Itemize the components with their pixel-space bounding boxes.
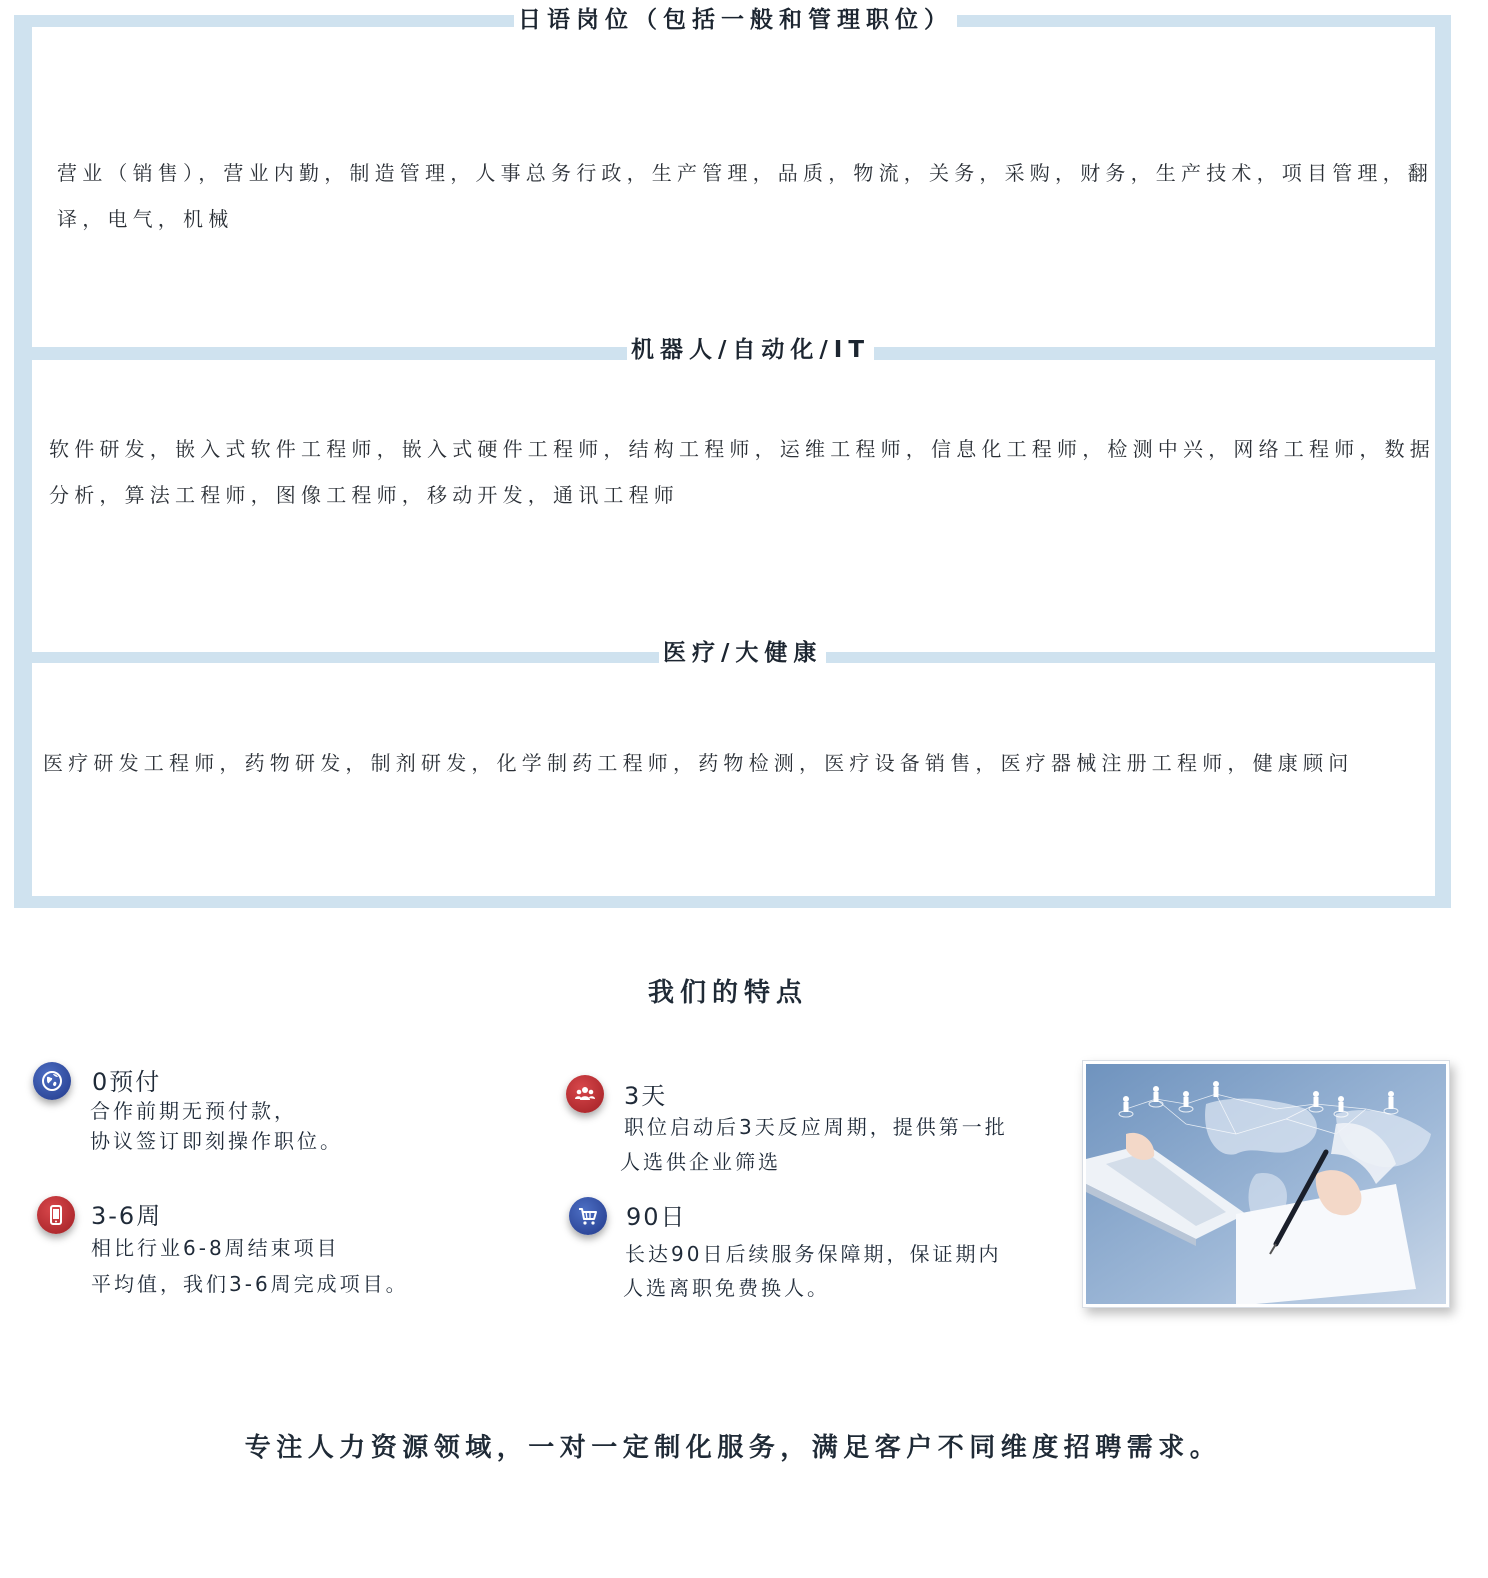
feature-title: 0预付 (92, 1068, 162, 1096)
slogan: 专注人力资源领域，一对一定制化服务，满足客户不同维度招聘需求。 (244, 1433, 1222, 1463)
feature-title: 3天 (624, 1082, 668, 1110)
section-body-healthcare: 医疗研发工程师，药物研发，制剂研发，化学制药工程师，药物检测，医疗设备销售，医疗器械注册工程师，健康顾问 (43, 751, 1354, 775)
cart-icon (569, 1197, 607, 1235)
features-heading: 我们的特点 (647, 978, 808, 1008)
section-title-robotics: 机器人/自动化/IT (627, 335, 874, 365)
business-illustration (1082, 1060, 1450, 1308)
feature-desc-line: 相比行业6-8周结束项目 (91, 1236, 340, 1260)
section-title-japanese: 日语岗位（包括一般和管理职位） (514, 5, 957, 35)
feature-title: 90日 (626, 1203, 687, 1231)
feature-desc-line: 合作前期无预付款， (90, 1099, 297, 1123)
feature-desc-line: 职位启动后3天反应周期，提供第一批 (624, 1115, 1008, 1139)
globe-icon (33, 1062, 71, 1100)
feature-desc-line: 人选离职免费换人。 (623, 1276, 830, 1300)
feature-desc-line: 人选供企业筛选 (620, 1150, 781, 1174)
feature-title: 3-6周 (91, 1202, 163, 1230)
feature-desc-line: 平均值，我们3-6周完成项目。 (91, 1272, 409, 1296)
feature-desc-line: 长达90日后续服务保障期，保证期内 (625, 1242, 1002, 1266)
section-title-healthcare: 医疗/大健康 (659, 638, 826, 668)
business-illustration-art (1086, 1064, 1446, 1304)
mobile-icon (37, 1196, 75, 1234)
feature-desc-line: 协议签订即刻操作职位。 (90, 1129, 343, 1153)
people-icon (566, 1075, 604, 1113)
section-body-japanese: 营业（销售），营业内勤，制造管理，人事总务行政，生产管理，品质，物流，关务，采购，财务，生产技术，项目管理，翻译，电气，机械 (57, 161, 1433, 231)
section-body-robotics: 软件研发，嵌入式软件工程师，嵌入式硬件工程师，结构工程师，运维工程师，信息化工程师，检测中兴，网络工程师，数据分析，算法工程师，图像工程师，移动开发，通讯工程师 (49, 437, 1435, 507)
